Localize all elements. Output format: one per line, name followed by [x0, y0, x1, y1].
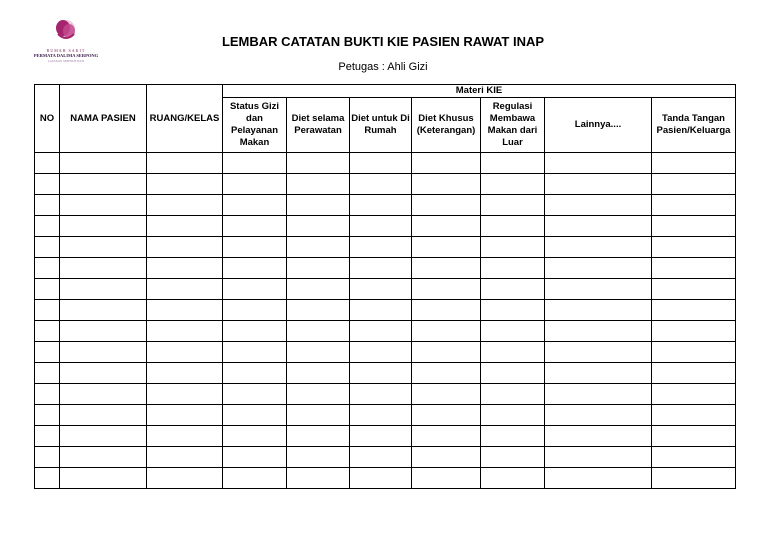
cell-diet-selama[interactable]	[287, 237, 350, 258]
cell-diet-khusus[interactable]	[412, 426, 481, 447]
cell-lainnya[interactable]	[545, 174, 652, 195]
cell-regulasi[interactable]	[481, 153, 545, 174]
cell-diet-selama[interactable]	[287, 279, 350, 300]
cell-regulasi[interactable]	[481, 321, 545, 342]
header-lainnya: Lainnya....	[545, 98, 652, 153]
page-subtitle: Petugas : Ahli Gizi	[338, 61, 428, 73]
cell-no[interactable]	[35, 363, 60, 384]
cell-diet-rumah[interactable]	[350, 279, 412, 300]
cell-lainnya[interactable]	[545, 468, 652, 489]
logo-line-2: PERMATA DALIMA SERPONG	[33, 53, 99, 58]
cell-nama-pasien[interactable]	[60, 363, 147, 384]
cell-ruang-kelas[interactable]	[147, 216, 223, 237]
cell-regulasi[interactable]	[481, 300, 545, 321]
cell-diet-khusus[interactable]	[412, 363, 481, 384]
cell-diet-rumah[interactable]	[350, 363, 412, 384]
cell-tanda-tangan[interactable]	[652, 258, 736, 279]
cell-status-gizi[interactable]	[223, 153, 287, 174]
header-status-gizi: Status Gizi dan Pelayanan Makan	[223, 98, 287, 153]
table-body	[35, 153, 736, 489]
cell-ruang-kelas[interactable]	[147, 468, 223, 489]
cell-tanda-tangan[interactable]	[652, 300, 736, 321]
cell-diet-khusus[interactable]	[412, 258, 481, 279]
cell-nama-pasien[interactable]	[60, 153, 147, 174]
cell-ruang-kelas[interactable]	[147, 153, 223, 174]
cell-no[interactable]	[35, 258, 60, 279]
table-row	[35, 195, 736, 216]
cell-status-gizi[interactable]	[223, 405, 287, 426]
cell-nama-pasien[interactable]	[60, 300, 147, 321]
cell-diet-khusus[interactable]	[412, 384, 481, 405]
cell-ruang-kelas[interactable]	[147, 174, 223, 195]
cell-diet-rumah[interactable]	[350, 426, 412, 447]
logo-line-1: RUMAH SAKIT	[46, 48, 86, 53]
cell-diet-selama[interactable]	[287, 363, 350, 384]
header-nama-pasien: NAMA PASIEN	[60, 85, 147, 153]
cell-diet-rumah[interactable]	[350, 321, 412, 342]
cell-lainnya[interactable]	[545, 321, 652, 342]
cell-diet-khusus[interactable]	[412, 279, 481, 300]
cell-tanda-tangan[interactable]	[652, 195, 736, 216]
cell-tanda-tangan[interactable]	[652, 405, 736, 426]
cell-diet-selama[interactable]	[287, 426, 350, 447]
cell-diet-rumah[interactable]	[350, 300, 412, 321]
cell-lainnya[interactable]	[545, 300, 652, 321]
header-diet-selama: Diet selama Perawatan	[287, 98, 350, 153]
cell-lainnya[interactable]	[545, 447, 652, 468]
cell-no[interactable]	[35, 384, 60, 405]
cell-nama-pasien[interactable]	[60, 405, 147, 426]
cell-diet-rumah[interactable]	[350, 342, 412, 363]
cell-ruang-kelas[interactable]	[147, 405, 223, 426]
cell-ruang-kelas[interactable]	[147, 321, 223, 342]
cell-nama-pasien[interactable]	[60, 237, 147, 258]
cell-lainnya[interactable]	[545, 237, 652, 258]
cell-nama-pasien[interactable]	[60, 279, 147, 300]
cell-diet-khusus[interactable]	[412, 237, 481, 258]
cell-diet-rumah[interactable]	[350, 258, 412, 279]
cell-lainnya[interactable]	[545, 258, 652, 279]
cell-status-gizi[interactable]	[223, 447, 287, 468]
cell-diet-khusus[interactable]	[412, 216, 481, 237]
cell-diet-khusus[interactable]	[412, 405, 481, 426]
cell-status-gizi[interactable]	[223, 195, 287, 216]
cell-diet-rumah[interactable]	[350, 384, 412, 405]
cell-ruang-kelas[interactable]	[147, 447, 223, 468]
cell-status-gizi[interactable]	[223, 300, 287, 321]
cell-regulasi[interactable]	[481, 405, 545, 426]
cell-regulasi[interactable]	[481, 258, 545, 279]
cell-ruang-kelas[interactable]	[147, 300, 223, 321]
cell-tanda-tangan[interactable]	[652, 447, 736, 468]
cell-tanda-tangan[interactable]	[652, 153, 736, 174]
cell-nama-pasien[interactable]	[60, 447, 147, 468]
cell-no[interactable]	[35, 174, 60, 195]
cell-regulasi[interactable]	[481, 216, 545, 237]
cell-status-gizi[interactable]	[223, 363, 287, 384]
table-row	[35, 237, 736, 258]
cell-lainnya[interactable]	[545, 363, 652, 384]
cell-nama-pasien[interactable]	[60, 195, 147, 216]
cell-ruang-kelas[interactable]	[147, 195, 223, 216]
cell-nama-pasien[interactable]	[60, 468, 147, 489]
cell-diet-selama[interactable]	[287, 174, 350, 195]
table-row	[35, 342, 736, 363]
table-row	[35, 216, 736, 237]
table-row	[35, 153, 736, 174]
cell-diet-khusus[interactable]	[412, 342, 481, 363]
cell-no[interactable]	[35, 195, 60, 216]
cell-status-gizi[interactable]	[223, 279, 287, 300]
table-row	[35, 300, 736, 321]
cell-no[interactable]	[35, 342, 60, 363]
cell-diet-rumah[interactable]	[350, 195, 412, 216]
cell-ruang-kelas[interactable]	[147, 279, 223, 300]
table-row	[35, 468, 736, 489]
table-row	[35, 405, 736, 426]
cell-diet-selama[interactable]	[287, 447, 350, 468]
cell-status-gizi[interactable]	[223, 258, 287, 279]
cell-diet-rumah[interactable]	[350, 447, 412, 468]
cell-tanda-tangan[interactable]	[652, 237, 736, 258]
cell-no[interactable]	[35, 321, 60, 342]
cell-status-gizi[interactable]	[223, 468, 287, 489]
table-row	[35, 258, 736, 279]
cell-diet-rumah[interactable]	[350, 174, 412, 195]
cell-tanda-tangan[interactable]	[652, 384, 736, 405]
cell-status-gizi[interactable]	[223, 342, 287, 363]
kie-record-table	[34, 84, 736, 489]
cell-regulasi[interactable]	[481, 237, 545, 258]
flower-logo-icon	[52, 18, 80, 46]
table-row	[35, 363, 736, 384]
cell-regulasi[interactable]	[481, 174, 545, 195]
hospital-logo	[30, 18, 102, 66]
cell-diet-selama[interactable]	[287, 195, 350, 216]
cell-status-gizi[interactable]	[223, 174, 287, 195]
table-row	[35, 426, 736, 447]
cell-diet-selama[interactable]	[287, 384, 350, 405]
cell-nama-pasien[interactable]	[60, 216, 147, 237]
header-materi-kie: Materi KIE	[223, 85, 736, 98]
cell-status-gizi[interactable]	[223, 237, 287, 258]
cell-status-gizi[interactable]	[223, 426, 287, 447]
cell-diet-rumah[interactable]	[350, 405, 412, 426]
cell-regulasi[interactable]	[481, 426, 545, 447]
cell-status-gizi[interactable]	[223, 321, 287, 342]
cell-lainnya[interactable]	[545, 153, 652, 174]
header-regulasi: Regulasi Membawa Makan dari Luar	[481, 98, 545, 153]
cell-no[interactable]	[35, 405, 60, 426]
cell-lainnya[interactable]	[545, 342, 652, 363]
table-row	[35, 174, 736, 195]
cell-nama-pasien[interactable]	[60, 321, 147, 342]
cell-lainnya[interactable]	[545, 405, 652, 426]
cell-diet-selama[interactable]	[287, 405, 350, 426]
cell-regulasi[interactable]	[481, 279, 545, 300]
table-row	[35, 321, 736, 342]
cell-diet-khusus[interactable]	[412, 174, 481, 195]
cell-diet-selama[interactable]	[287, 258, 350, 279]
cell-tanda-tangan[interactable]	[652, 426, 736, 447]
table-row	[35, 384, 736, 405]
cell-lainnya[interactable]	[545, 384, 652, 405]
cell-no[interactable]	[35, 216, 60, 237]
cell-diet-khusus[interactable]	[412, 321, 481, 342]
cell-ruang-kelas[interactable]	[147, 237, 223, 258]
cell-ruang-kelas[interactable]	[147, 384, 223, 405]
cell-tanda-tangan[interactable]	[652, 363, 736, 384]
cell-diet-selama[interactable]	[287, 216, 350, 237]
cell-nama-pasien[interactable]	[60, 174, 147, 195]
logo-tagline: LAYANAN SEPENUH HATI	[47, 59, 85, 63]
cell-status-gizi[interactable]	[223, 216, 287, 237]
cell-diet-rumah[interactable]	[350, 237, 412, 258]
cell-nama-pasien[interactable]	[60, 426, 147, 447]
cell-diet-rumah[interactable]	[350, 468, 412, 489]
cell-nama-pasien[interactable]	[60, 384, 147, 405]
cell-ruang-kelas[interactable]	[147, 258, 223, 279]
cell-regulasi[interactable]	[481, 468, 545, 489]
cell-ruang-kelas[interactable]	[147, 363, 223, 384]
cell-no[interactable]	[35, 447, 60, 468]
cell-ruang-kelas[interactable]	[147, 426, 223, 447]
cell-diet-selama[interactable]	[287, 153, 350, 174]
cell-regulasi[interactable]	[481, 384, 545, 405]
cell-lainnya[interactable]	[545, 195, 652, 216]
cell-diet-selama[interactable]	[287, 300, 350, 321]
table-row	[35, 447, 736, 468]
cell-regulasi[interactable]	[481, 195, 545, 216]
cell-nama-pasien[interactable]	[60, 258, 147, 279]
cell-lainnya[interactable]	[545, 279, 652, 300]
cell-tanda-tangan[interactable]	[652, 279, 736, 300]
cell-diet-khusus[interactable]	[412, 153, 481, 174]
header-tanda-tangan: Tanda Tangan Pasien/Keluarga	[652, 98, 736, 153]
cell-no[interactable]	[35, 300, 60, 321]
cell-no[interactable]	[35, 279, 60, 300]
cell-diet-rumah[interactable]	[350, 153, 412, 174]
header-ruang-kelas: RUANG/KELAS	[147, 85, 223, 153]
cell-lainnya[interactable]	[545, 426, 652, 447]
table-row	[35, 279, 736, 300]
cell-diet-selama[interactable]	[287, 342, 350, 363]
cell-diet-khusus[interactable]	[412, 195, 481, 216]
cell-ruang-kelas[interactable]	[147, 342, 223, 363]
header-no: NO	[35, 85, 60, 153]
cell-regulasi[interactable]	[481, 363, 545, 384]
cell-diet-khusus[interactable]	[412, 447, 481, 468]
page-title: LEMBAR CATATAN BUKTI KIE PASIEN RAWAT INAP	[221, 34, 545, 49]
cell-diet-khusus[interactable]	[412, 468, 481, 489]
cell-no[interactable]	[35, 468, 60, 489]
cell-diet-selama[interactable]	[287, 321, 350, 342]
header-diet-khusus: Diet Khusus (Keterangan)	[412, 98, 481, 153]
cell-nama-pasien[interactable]	[60, 342, 147, 363]
cell-no[interactable]	[35, 237, 60, 258]
cell-tanda-tangan[interactable]	[652, 216, 736, 237]
cell-status-gizi[interactable]	[223, 384, 287, 405]
cell-regulasi[interactable]	[481, 342, 545, 363]
cell-tanda-tangan[interactable]	[652, 342, 736, 363]
cell-diet-rumah[interactable]	[350, 216, 412, 237]
cell-diet-khusus[interactable]	[412, 300, 481, 321]
cell-lainnya[interactable]	[545, 216, 652, 237]
cell-no[interactable]	[35, 426, 60, 447]
cell-tanda-tangan[interactable]	[652, 321, 736, 342]
cell-regulasi[interactable]	[481, 447, 545, 468]
header-diet-rumah: Diet untuk Di Rumah	[350, 98, 412, 153]
cell-tanda-tangan[interactable]	[652, 174, 736, 195]
cell-no[interactable]	[35, 153, 60, 174]
cell-tanda-tangan[interactable]	[652, 468, 736, 489]
cell-diet-selama[interactable]	[287, 468, 350, 489]
